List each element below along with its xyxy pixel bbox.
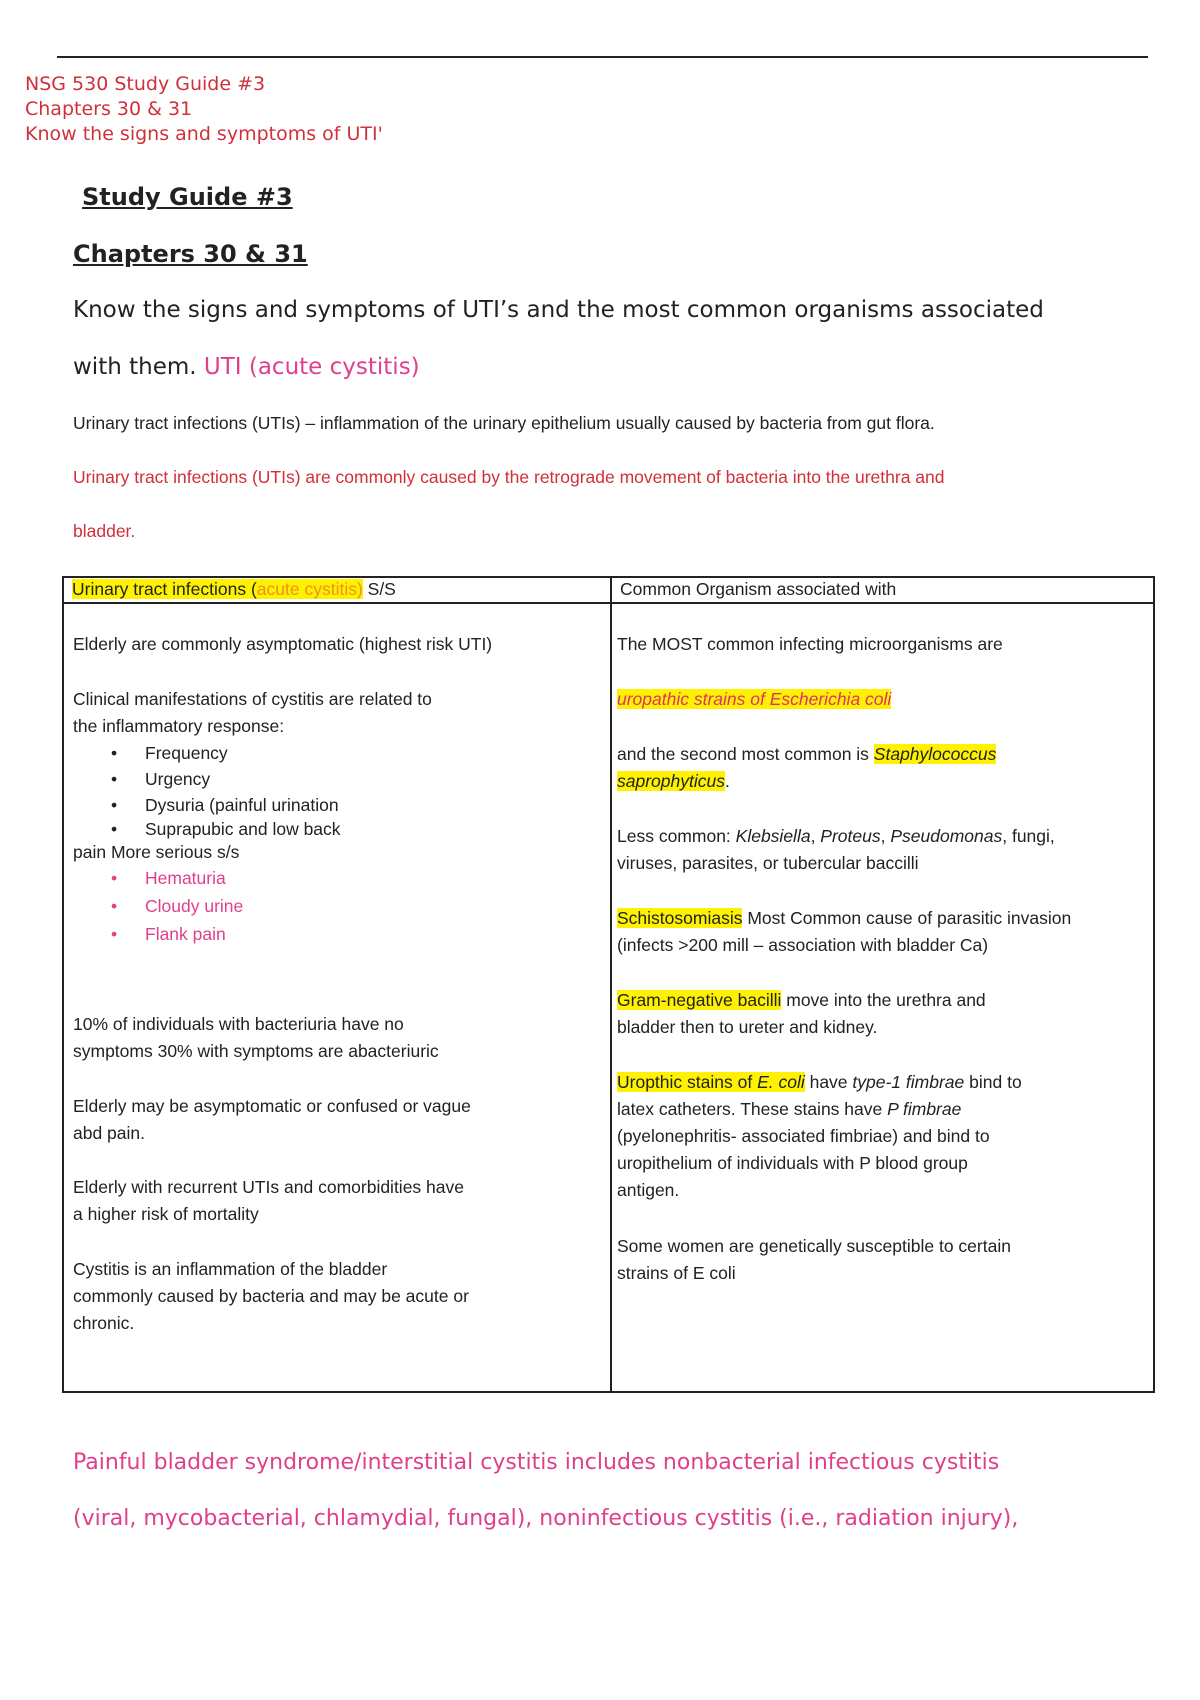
page-title: Study Guide #3 [82, 183, 293, 211]
lead-highlight: UTI (acute cystitis) [203, 354, 420, 380]
list-item: • Flank pain [73, 920, 432, 948]
list-item: • Urgency [73, 766, 432, 792]
serious-symptom-list [73, 864, 432, 948]
serious-label: pain More serious s/s [73, 842, 240, 862]
list-item: • Hematuria [73, 864, 432, 892]
list-item: • Suprapubic and low back [73, 818, 432, 840]
left-p2: Clinical manifestations of cystitis are related to the inflammatory response: • Frequency • Urgency • Dysuria (painful urination • Suprapubic and low back pain More serious s/s • Hematuria • Cloudy urine • Flank pain [73, 686, 432, 948]
right-r4: Less common: Klebsiella, Proteus, Pseudomonas, fungi, viruses, parasites, or tubercular baccilli [617, 826, 1055, 873]
header-note-line: Chapters 30 & 31 [25, 98, 193, 120]
header-note [25, 72, 383, 147]
lead-line-1: Know the signs and symptoms of UTI’s and the most common organisms associated [73, 297, 1044, 323]
right-r6: Gram-negative bacilli move into the urethra and bladder then to ureter and kidney. [617, 990, 986, 1037]
right-r8: Some women are genetically susceptible to certain strains of E coli [617, 1236, 1011, 1283]
table-header-right: Common Organism associated with [620, 579, 897, 599]
list-item: • Dysuria (painful urination [73, 792, 432, 818]
cause-paragraph-line-1: Urinary tract infections (UTIs) are commonly caused by the retrograde movement of bacteria into the urethra and [73, 467, 945, 487]
right-r3: and the second most common is Staphylococcus saprophyticus. [617, 744, 997, 791]
symptom-list [73, 740, 432, 840]
footer-line-2: (viral, mycobacterial, chlamydial, fungal), noninfectious cystitis (i.e., radiation injury), [73, 1506, 1019, 1531]
definition-paragraph: Urinary tract infections (UTIs) – inflammation of the urinary epithelium usually caused by bacteria from gut flora. [73, 413, 935, 433]
left-p7: Cystitis is an inflammation of the bladder commonly caused by bacteria and may be acute or chronic. [73, 1259, 469, 1333]
header-note-line: Know the signs and symptoms of UTI' [25, 123, 383, 145]
list-item: • Cloudy urine [73, 892, 432, 920]
list-item: • Frequency [73, 740, 432, 766]
top-rule [57, 56, 1148, 58]
left-p4: 10% of individuals with bacteriuria have no symptoms 30% with symptoms are abacteriuric [73, 1014, 439, 1061]
right-r1: The MOST common infecting microorganisms are [617, 634, 1003, 654]
footer-line-1: Painful bladder syndrome/interstitial cystitis includes nonbacterial infectious cystitis [73, 1450, 1000, 1475]
right-r5: Schistosomiasis Most Common cause of parasitic invasion (infects >200 mill – association with bladder Ca) [617, 908, 1072, 955]
left-p6: Elderly with recurrent UTIs and comorbidities have a higher risk of mortality [73, 1177, 464, 1224]
lead-line-2 [73, 354, 420, 380]
lead-text: with them. [73, 354, 197, 380]
chapters-heading: Chapters 30 & 31 [73, 240, 308, 268]
left-p5: Elderly may be asymptomatic or confused or vague abd pain. [73, 1096, 471, 1143]
cause-paragraph-line-2: bladder. [73, 521, 136, 541]
left-p1: Elderly are commonly asymptomatic (highest risk UTI) [73, 634, 493, 654]
table-header-left: Urinary tract infections (acute cystitis) S/S [72, 579, 396, 599]
header-note-line: NSG 530 Study Guide #3 [25, 73, 266, 95]
right-r7: Uropthic stains of E. coli have type-1 fimbrae bind to latex catheters. These stains have P fimbrae (pyelonephritis- associated fimbriae) and bind to uropithelium of individuals with P blood group antigen. [617, 1072, 1022, 1200]
right-r2: uropathic strains of Escherichia coli [617, 689, 892, 709]
